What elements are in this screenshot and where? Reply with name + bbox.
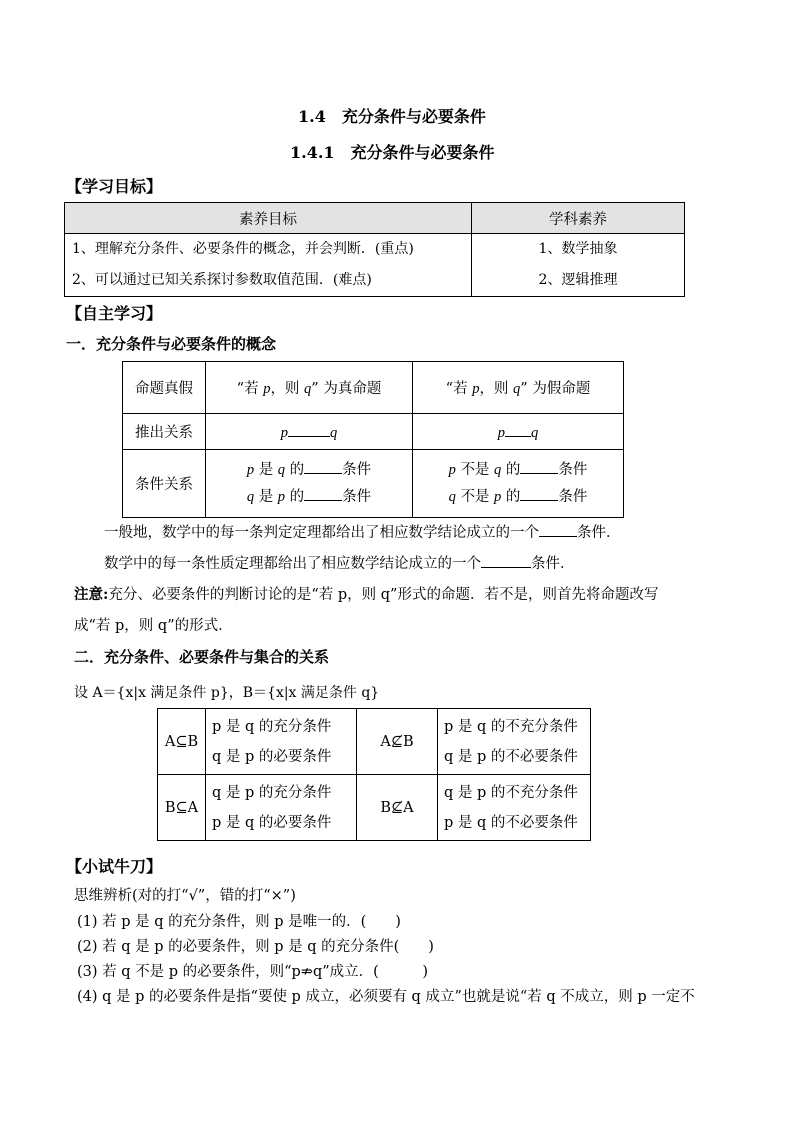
cell-label: 命题真假: [123, 362, 206, 414]
relation-desc: p 是 q 的充分条件 q 是 p 的必要条件: [206, 709, 357, 775]
set-definition: 设 A＝{x|x 满足条件 p}，B＝{x|x 满足条件 q}: [74, 685, 380, 701]
relation-a-subset-b: A⊆B: [158, 709, 206, 775]
note-line: 注意:充分、必要条件的判断讨论的是“若 p，则 q”形式的命题．若不是，则首先将命题改写: [74, 586, 659, 603]
answer-blank: [520, 486, 558, 501]
literacy-item: 2、逻辑推理: [538, 272, 618, 288]
exercise-item: (1) 若 p 是 q 的充分条件，则 p 是唯一的．( ): [77, 914, 401, 930]
cell-not-implies-blank: p q: [413, 414, 624, 450]
goal-item: 2、可以通过已知关系探讨参数取值范围．(难点): [72, 272, 372, 288]
cell-implies-blank: p q: [206, 414, 413, 450]
note-line: 成“若 p，则 q”的形式．: [74, 618, 233, 634]
exercise-item: (4) q 是 p 的必要条件是指“要使 p 成立，必须要有 q 成立”也就是说“若 q 不成立，则 p 一定不: [77, 989, 695, 1005]
part-one-heading: 一．充分条件与必要条件的概念: [66, 335, 277, 353]
relation-b-not-subset-a: B⊈A: [357, 775, 438, 841]
goal-table: [64, 202, 685, 297]
set-relation-table: [157, 708, 591, 841]
relation-desc: q 是 p 的不充分条件 p 是 q 的不必要条件: [438, 775, 591, 841]
note-label: 注意:: [74, 586, 109, 603]
answer-blank: [288, 422, 330, 437]
literacy-item: 1、数学抽象: [538, 241, 618, 257]
paragraph-judgment-theorem: 一般地，数学中的每一条判定定理都给出了相应数学结论成立的一个 条件．: [104, 521, 621, 542]
relation-a-not-subset-b: A⊈B: [357, 709, 438, 775]
paragraph-property-theorem: 数学中的每一条性质定理都给出了相应数学结论成立的一个 条件．: [104, 552, 575, 573]
exercise-intro: 思维辨析(对的打“√”，错的打“×”): [74, 888, 296, 904]
answer-blank: [520, 459, 558, 474]
section-title: 1.4 充分条件与必要条件: [298, 107, 486, 126]
answer-blank: [539, 522, 577, 537]
cell-false-proposition: “若 p，则 q” 为假命题: [413, 362, 624, 414]
cell-condition-false: p 不是 q 的 条件 q 不是 p 的 条件: [413, 450, 624, 518]
heading-self-study: 【自主学习】: [66, 304, 163, 323]
cell-true-proposition: “若 p，则 q” 为真命题: [206, 362, 413, 414]
concept-table: [122, 361, 624, 518]
answer-blank: [304, 459, 342, 474]
goal-table-header-right: 学科素养: [472, 203, 685, 234]
answer-blank: [304, 486, 342, 501]
goal-item: 1、理解充分条件、必要条件的概念，并会判断．(重点): [72, 241, 414, 257]
cell-label: 推出关系: [123, 414, 206, 450]
goal-table-header-left: 素养目标: [65, 203, 472, 234]
exercise-item: (2) 若 q 是 p 的必要条件，则 p 是 q 的充分条件( ): [77, 939, 434, 955]
relation-desc: p 是 q 的不充分条件 q 是 p 的不必要条件: [438, 709, 591, 775]
cell-label: 条件关系: [123, 450, 206, 518]
heading-learning-goals: 【学习目标】: [66, 177, 163, 196]
part-two-heading: 二．充分条件、必要条件与集合的关系: [74, 648, 330, 666]
cell-condition-true: p 是 q 的 条件 q 是 p 的 条件: [206, 450, 413, 518]
subsection-title: 1.4.1 充分条件与必要条件: [290, 143, 495, 162]
answer-blank: [481, 553, 531, 568]
relation-b-subset-a: B⊆A: [158, 775, 206, 841]
heading-try: 【小试牛刀】: [66, 857, 163, 876]
relation-desc: q 是 p 的充分条件 p 是 q 的必要条件: [206, 775, 357, 841]
answer-blank: [505, 422, 531, 437]
exercise-item: (3) 若 q 不是 p 的必要条件，则“p⇏q”成立．( ): [77, 964, 429, 980]
